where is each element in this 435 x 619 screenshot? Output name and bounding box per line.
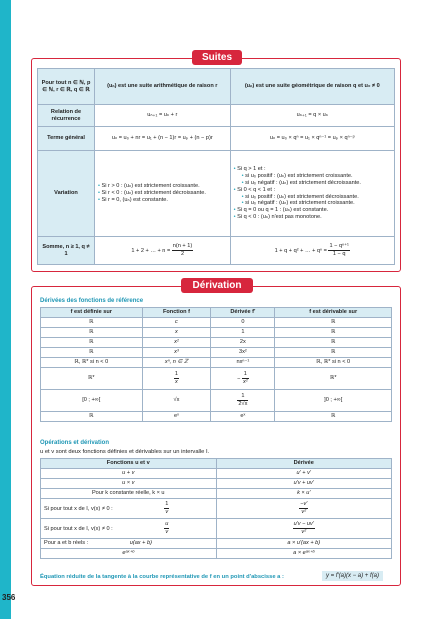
text-fragment: v² — [301, 528, 307, 535]
table-cell: eˣ — [142, 411, 211, 421]
text-fragment: u(ax + b) — [129, 539, 152, 546]
deriv-header: Dérivée f′ — [211, 308, 275, 318]
text-fragment: v² — [301, 508, 307, 515]
text-fragment: • — [241, 179, 246, 186]
variation-arith-line — [98, 197, 227, 204]
ops-quot-deriv — [293, 521, 315, 536]
table-row — [41, 468, 392, 478]
suites-title: Suites — [192, 50, 242, 65]
text-fragment: • — [241, 200, 246, 207]
table-cell: ℝ — [275, 327, 392, 337]
text-fragment: Si pour tout x de I, v(x) ≠ 0 : — [44, 505, 113, 512]
text-fragment: x — [175, 378, 178, 385]
table-row — [41, 411, 392, 421]
table-cell: x³ — [142, 347, 211, 357]
text-fragment: 1 + q + q² + … + qⁿ = — [274, 247, 327, 254]
suites-header-label: Pour tout n ∈ ℕ, p ∈ ℕ, r ∈ ℝ, q ∈ ℝ — [38, 69, 95, 105]
text-fragment: Si r = 0, (uₙ) est constante. — [101, 196, 168, 203]
text-fragment: 1 — [243, 371, 247, 377]
table-cell: ℝ — [275, 337, 392, 347]
ops-inv-fraction — [164, 501, 169, 516]
ops-heading: Opérations et dérivation — [40, 440, 110, 446]
table-cell — [41, 498, 217, 518]
table-cell: u′ + v′ — [216, 468, 392, 478]
table-row — [41, 317, 392, 327]
deriv-table — [40, 307, 392, 422]
text-fragment: Pour a et b réels : — [44, 539, 89, 546]
text-fragment — [38, 105, 395, 127]
table-cell: ℝ — [41, 317, 143, 327]
text-fragment — [38, 151, 395, 237]
variation-geom-line — [234, 194, 391, 201]
table-cell — [216, 518, 392, 538]
table-row — [41, 488, 392, 498]
table-cell: eˣ — [211, 411, 275, 421]
deriv-table-wrap — [40, 307, 392, 422]
text-fragment: x² — [242, 378, 248, 385]
text-fragment: si u₀ positif : (uₙ) est strictement croissante. — [245, 172, 353, 179]
sqrt-deriv-fraction — [237, 393, 248, 408]
text-fragment: si u₀ négatif : (uₙ) est strictement décroissante. — [245, 179, 361, 186]
suites-col-arith: (uₙ) est une suite arithmétique de raison r — [95, 69, 231, 105]
ops-header: Fonctions u et v — [41, 459, 217, 469]
text-fragment — [41, 308, 392, 318]
text-fragment: u′v − uv′ — [293, 521, 314, 527]
text-fragment: u — [165, 521, 169, 527]
text-fragment: • — [241, 193, 246, 200]
table-cell: u′v + uv′ — [216, 478, 392, 488]
table-row — [41, 337, 392, 347]
somme-arith-fraction — [172, 243, 193, 258]
variation-geom-line — [234, 166, 391, 173]
terme-arith: uₙ = u₀ + nr = u₁ + (n − 1)r = uₚ + (n − p)r — [95, 127, 231, 151]
table-cell — [211, 389, 275, 411]
text-fragment: 1 − qⁿ⁺¹ — [329, 243, 349, 250]
variation-geom-line — [234, 214, 391, 221]
text-fragment — [38, 237, 395, 265]
deriv-header: f est dérivable sur — [275, 308, 392, 318]
table-row — [41, 389, 392, 411]
text-fragment: 2√x — [238, 400, 248, 407]
table-cell: ℝ — [41, 327, 143, 337]
text-fragment: 1 − q — [332, 251, 346, 257]
table-cell: 3x² — [211, 347, 275, 357]
inv-deriv-fraction — [242, 371, 249, 386]
variation-arith-line — [98, 183, 227, 190]
variation-geom-line — [234, 173, 391, 180]
suites-table — [37, 68, 395, 265]
text-fragment — [38, 127, 395, 151]
table-cell: eᵃˣ⁺ᵇ — [41, 548, 217, 558]
text-fragment: si u₀ positif : (uₙ) est strictement décroissante. — [245, 193, 359, 200]
text-fragment: • — [98, 190, 102, 196]
table-cell: 0 — [211, 317, 275, 327]
text-fragment: • — [241, 172, 246, 179]
text-fragment: v — [165, 508, 169, 515]
page-sidebar — [0, 0, 11, 619]
recurrence-geom: uₙ₊₁ = q × uₙ — [230, 105, 394, 127]
row-label-recurrence: Relation de récurrence — [38, 105, 95, 127]
ops-header: Dérivée — [216, 459, 392, 469]
table-cell: u + v — [41, 468, 217, 478]
table-cell: u × v — [41, 478, 217, 488]
table-cell: a × eᵃˣ⁺ᵇ — [216, 548, 392, 558]
text-fragment: 1 — [174, 371, 179, 377]
variation-arith-line — [98, 190, 227, 197]
table-cell: ℝ — [275, 317, 392, 327]
text-fragment: Si r < 0 : (uₙ) est strictement décroissante. — [101, 190, 206, 196]
table-cell: ℝ, ℝ* si n < 0 — [275, 357, 392, 367]
text-fragment: • — [98, 196, 102, 203]
table-cell — [211, 367, 275, 389]
text-fragment: −v′ — [300, 501, 308, 507]
text-fragment: • — [233, 165, 238, 172]
table-cell: ]0 ; +∞[ — [275, 389, 392, 411]
text-fragment: Si pour tout x de I, v(x) ≠ 0 : — [44, 525, 113, 532]
terme-geom: uₙ = u₀ × qⁿ = u₁ × qⁿ⁻¹ = uₚ × qⁿ⁻ᵖ — [230, 127, 394, 151]
table-cell: ℝ — [41, 347, 143, 357]
table-cell: x² — [142, 337, 211, 347]
tangent-formula: y = f′(a)(x − a) + f(a) — [322, 571, 383, 581]
text-fragment: Si q < 0 : (uₙ) n'est pas monotone. — [237, 214, 322, 221]
deriv-header: Fonction f — [142, 308, 211, 318]
table-row — [41, 347, 392, 357]
table-cell: ℝ* — [275, 367, 392, 389]
deriv-header: f est définie sur — [41, 308, 143, 318]
derivation-title: Dérivation — [181, 278, 253, 293]
ref-heading: Dérivées des fonctions de référence — [40, 298, 144, 304]
recurrence-arith: uₙ₊₁ = uₙ + r — [95, 105, 231, 127]
ops-inv-deriv — [299, 501, 308, 516]
row-label-variation: Variation — [38, 151, 95, 237]
table-cell: c — [142, 317, 211, 327]
table-cell: 1 — [211, 327, 275, 337]
row-label-terme: Terme général — [38, 127, 95, 151]
text-fragment: Si r > 0 : (uₙ) est strictement croissante. — [101, 183, 200, 190]
table-cell: Pour k constante réelle, k × u — [41, 488, 217, 498]
text-fragment: n(n + 1) — [172, 243, 193, 250]
variation-arith — [95, 151, 231, 237]
table-row — [41, 548, 392, 558]
text-fragment: • — [98, 183, 102, 190]
text-fragment: v — [165, 528, 169, 535]
text-fragment: − — [237, 375, 241, 382]
table-cell: ℝ* — [41, 367, 143, 389]
table-cell: ℝ — [41, 411, 143, 421]
inv-fraction — [174, 371, 179, 386]
text-fragment: Si 0 < q < 1 et : — [237, 186, 276, 193]
tangent-text: Équation réduite de la tangente à la courbe représentative de f en un point d'abscisse a : — [40, 574, 284, 580]
table-row — [41, 538, 392, 548]
text-fragment: si u₀ négatif : (uₙ) est strictement croissante. — [245, 200, 355, 207]
text-fragment — [38, 69, 395, 105]
somme-arith — [95, 237, 231, 265]
ops-quot-fraction — [164, 521, 169, 536]
somme-geom — [230, 237, 394, 265]
table-row — [41, 327, 392, 337]
text-fragment: • — [233, 186, 238, 193]
table-row — [41, 478, 392, 488]
variation-geom-line — [234, 207, 391, 214]
suites-table-wrap — [37, 68, 395, 265]
table-cell — [142, 367, 211, 389]
text-fragment: Si q > 1 et : — [237, 165, 266, 172]
table-cell — [216, 498, 392, 518]
table-row — [41, 498, 392, 518]
table-cell: 2x — [211, 337, 275, 347]
text-fragment: • — [233, 214, 238, 221]
table-cell: ℝ — [275, 411, 392, 421]
table-cell: [0 ; +∞[ — [41, 389, 143, 411]
text-fragment: 2 — [180, 251, 185, 257]
table-cell — [41, 538, 217, 548]
table-cell: ℝ, ℝ* si n < 0 — [41, 357, 143, 367]
variation-geom — [230, 151, 394, 237]
page-number: 356 — [2, 593, 16, 602]
table-row — [41, 367, 392, 389]
table-cell: √x — [142, 389, 211, 411]
variation-geom-line — [234, 187, 391, 194]
suites-col-geom: (uₙ) est une suite géométrique de raison q et u₀ ≠ 0 — [230, 69, 394, 105]
ops-intro: u et v sont deux fonctions définies et dérivables sur un intervalle I. — [40, 449, 210, 455]
text-fragment — [41, 459, 392, 469]
text-fragment: Si q = 0 ou q = 1 : (uₙ) est constante. — [237, 207, 329, 214]
variation-geom-line — [234, 180, 391, 187]
text-fragment: 1 + 2 + … + n = — [131, 247, 171, 254]
text-fragment: 1 — [237, 393, 248, 401]
text-fragment: 1 — [165, 501, 169, 507]
somme-geom-fraction — [328, 243, 349, 258]
table-cell — [41, 518, 217, 538]
table-cell: k × u′ — [216, 488, 392, 498]
ops-table-wrap — [40, 458, 392, 559]
table-cell: x — [142, 327, 211, 337]
table-cell: xⁿ, n ∈ ℤ — [142, 357, 211, 367]
variation-geom-line — [234, 200, 391, 207]
table-row — [41, 357, 392, 367]
ops-table — [40, 458, 392, 559]
table-cell: ℝ — [275, 347, 392, 357]
table-cell: ℝ — [41, 337, 143, 347]
table-cell: a × u′(ax + b) — [216, 538, 392, 548]
row-label-somme: Somme, n ≥ 1, q ≠ 1 — [38, 237, 95, 265]
text-fragment: • — [233, 207, 238, 214]
table-row — [41, 518, 392, 538]
table-cell: nxⁿ⁻¹ — [211, 357, 275, 367]
